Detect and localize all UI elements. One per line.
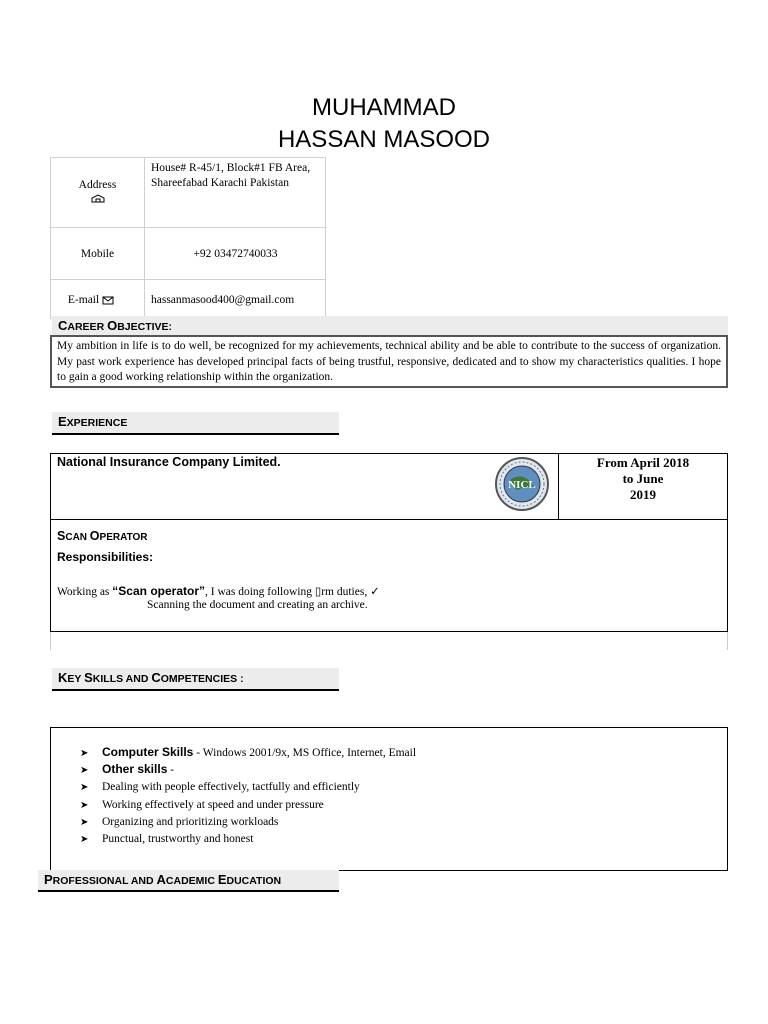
arrow-bullet-icon: ➤ [80, 799, 89, 811]
envelope-icon [102, 296, 114, 305]
arrow-bullet-icon: ➤ [80, 782, 89, 794]
divider [727, 632, 728, 650]
address-label: Address [78, 179, 117, 191]
name-line-1: MUHAMMAD [312, 94, 456, 121]
career-objective-text: My ambition in life is to do well, be recognized for my achievements, technical ability and be able to contribute to the success of organization. My past work experience has developed principal facts of being trustful, responsive, dedicated and to show my characteristics qualities. I hope to gain a good working relationship within the organization. [50, 335, 728, 388]
list-item: ➤ Working effectively at speed and under pressure [80, 796, 416, 813]
arrow-bullet-icon: ➤ [80, 816, 89, 828]
home-icon [51, 194, 144, 207]
mobile-label: Mobile [80, 248, 115, 260]
email-value[interactable]: hassanmasood400@gmail.com [151, 294, 295, 306]
task-text: Scanning the document and creating an archive. [147, 599, 368, 611]
name-line-2: HASSAN MASOOD [277, 126, 491, 153]
list-item: ➤ Dealing with people effectively, tactfully and efficiently [80, 778, 416, 795]
education-heading: PROFESSIONAL AND ACADEMIC EDUCATION [38, 870, 339, 892]
arrow-bullet-icon: ➤ [80, 765, 89, 777]
logo-text: NICL [508, 479, 536, 491]
list-item: ➤ Organizing and prioritizing workloads [80, 813, 416, 830]
nicl-logo [494, 456, 550, 512]
skills-heading: KEY SKILLS AND COMPETENCIES : [52, 668, 339, 691]
arrow-bullet-icon: ➤ [80, 748, 89, 759]
divider [50, 632, 51, 650]
duty-text: Working as “Scan operator”, I was doing following ▯rm duties, ✓ [57, 584, 380, 598]
responsibilities-label: Responsibilities: [57, 550, 154, 564]
company-name: National Insurance Company Limited. [57, 455, 281, 469]
contact-table [50, 157, 326, 319]
email-label: E-mail [51, 294, 131, 306]
skills-list [80, 744, 416, 847]
employment-dates: From April 2018 to June 2019 [596, 455, 690, 502]
arrow-bullet-icon: ➤ [80, 833, 89, 845]
list-item: ➤ Computer Skills - Windows 2001/9x, MS Office, Internet, Email [80, 744, 416, 761]
address-value: House# R-45/1, Block#1 FB Area, Shareefabad Karachi Pakistan [151, 162, 311, 189]
career-objective-heading: CAREER OBJECTIVE: [52, 316, 728, 336]
job-title: SCAN OPERATOR [57, 529, 148, 543]
experience-heading: EXPERIENCE [52, 412, 339, 435]
list-item: ➤ Other skills - [80, 761, 416, 778]
mobile-value: +92 03472740033 [193, 248, 278, 260]
experience-details-box [50, 520, 728, 632]
list-item: ➤ Punctual, trustworthy and honest [80, 830, 416, 847]
